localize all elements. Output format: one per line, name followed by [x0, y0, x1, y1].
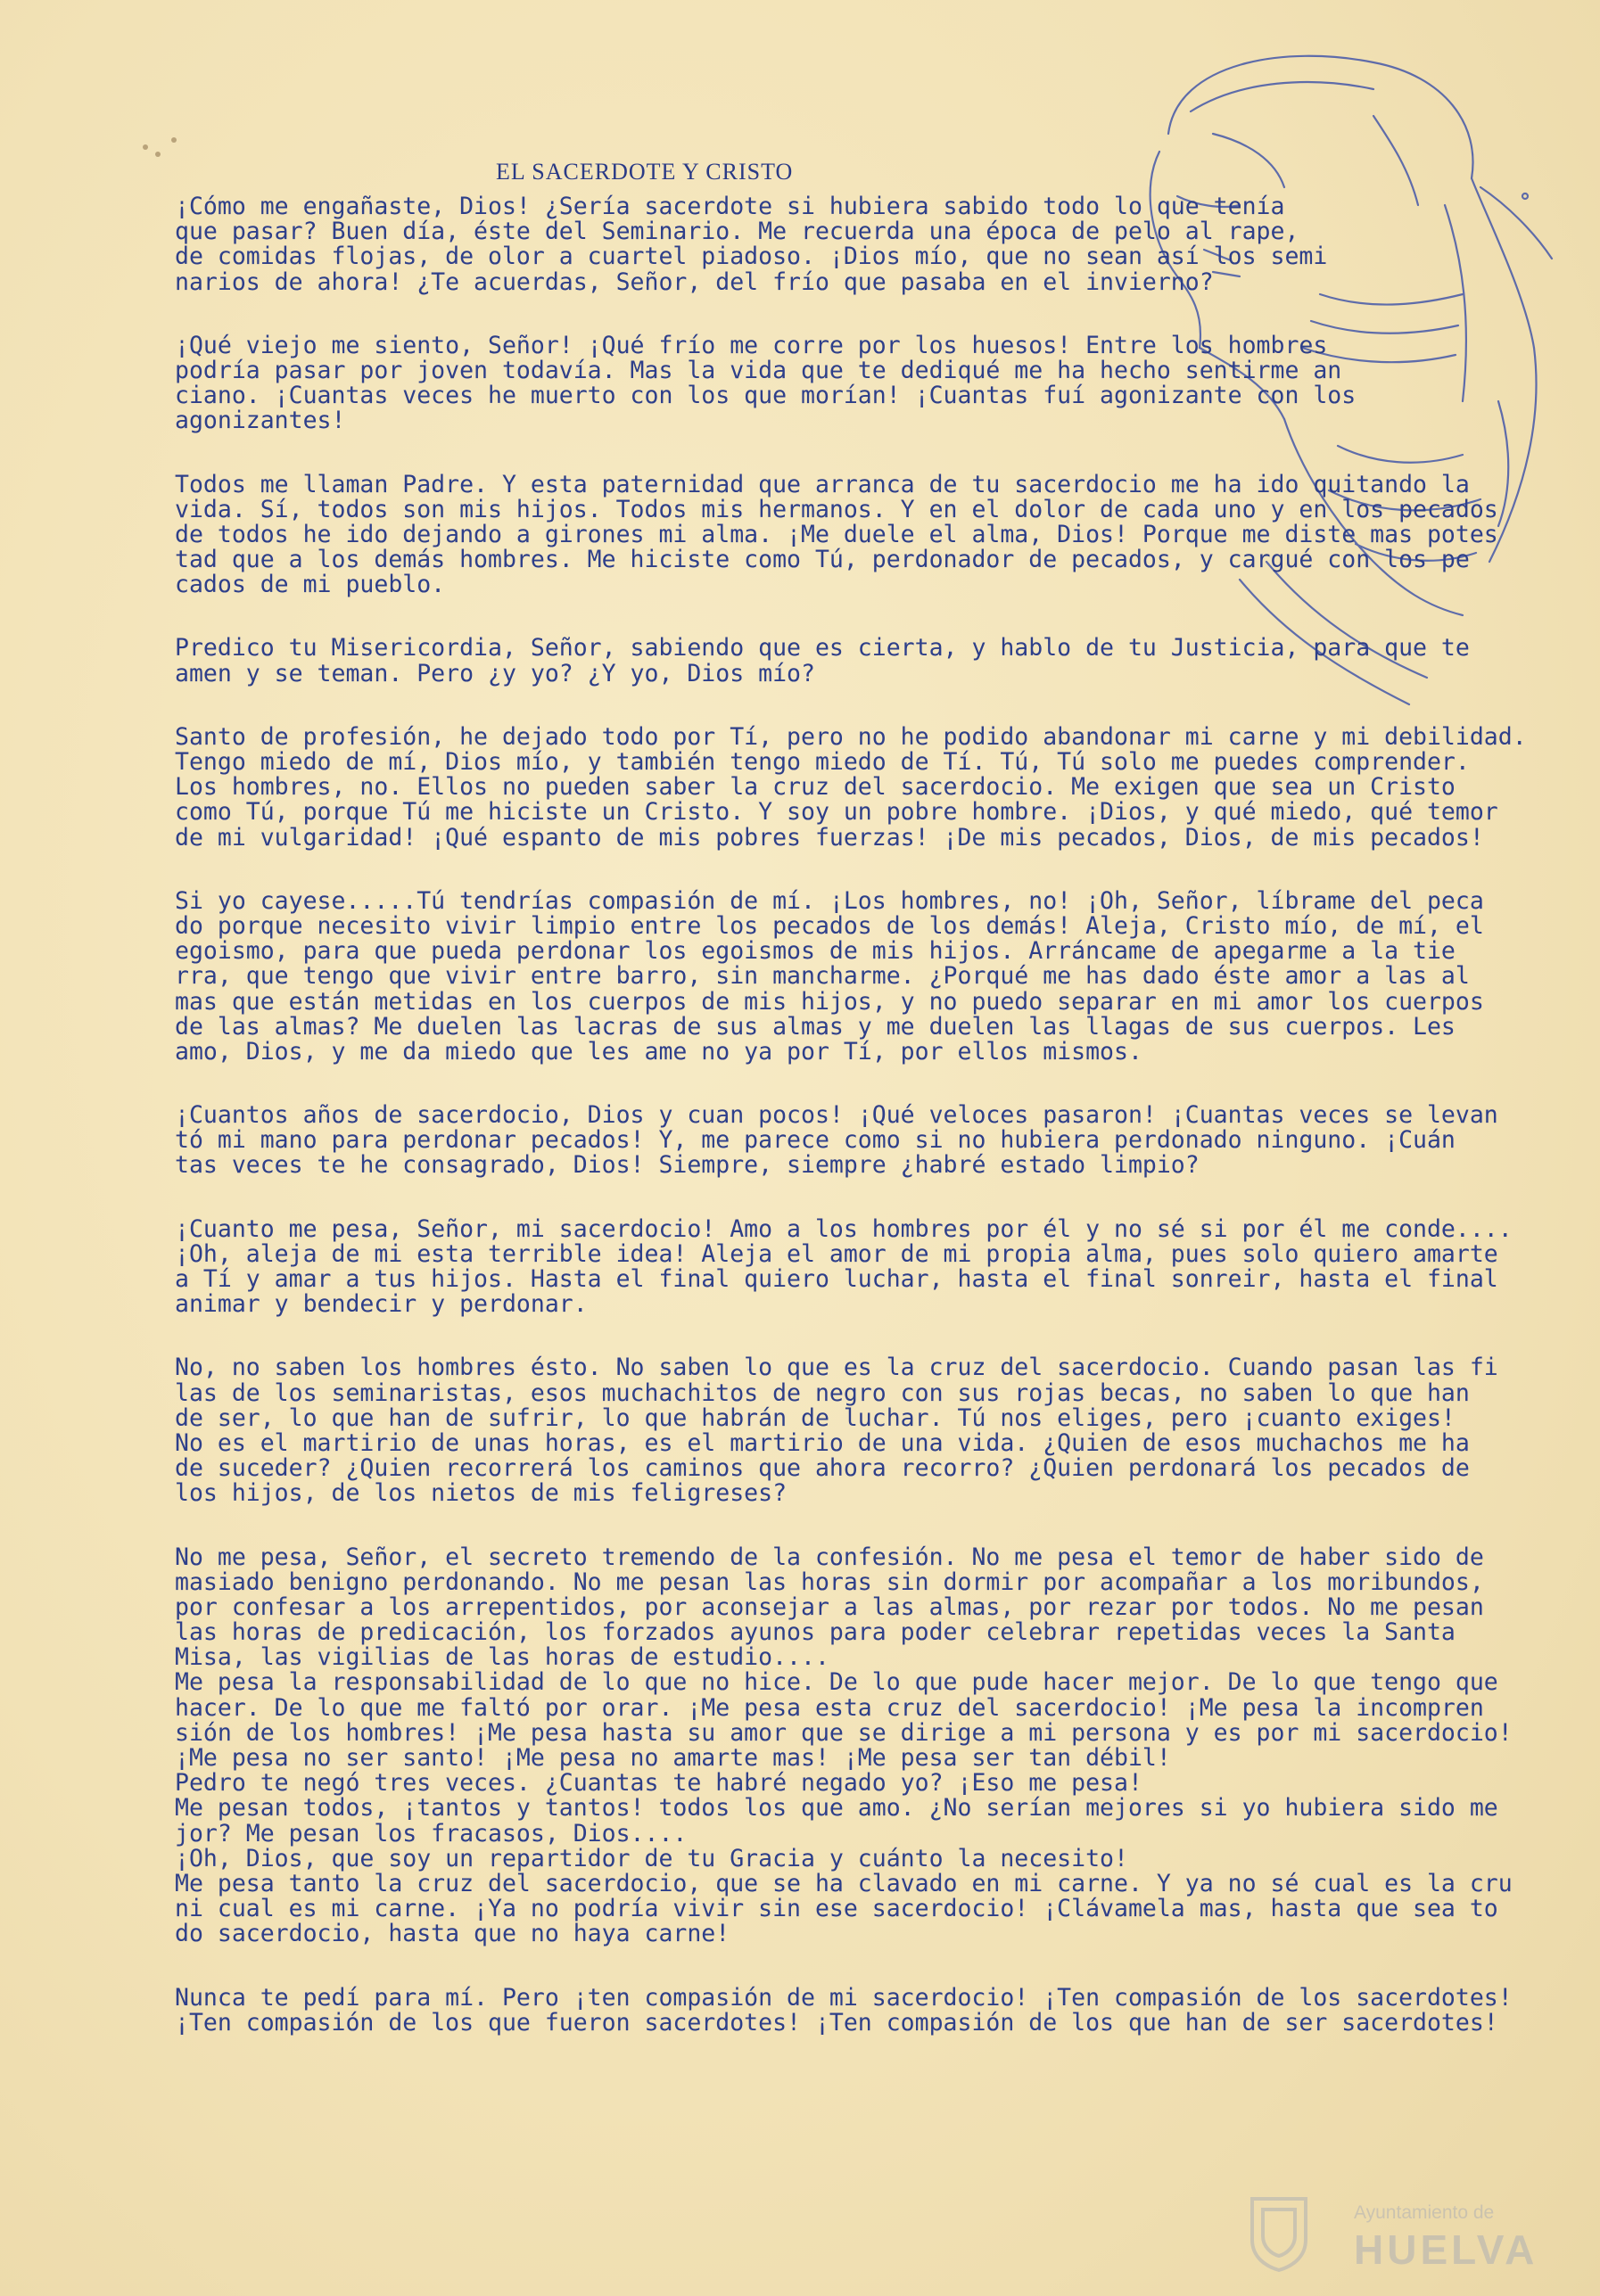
text-line: de las almas? Me duelen las lacras de sus almas y me duelen las llagas de sus cuerpos. Les	[175, 1012, 1456, 1041]
watermark-line-2: HUELVA	[1354, 2226, 1538, 2273]
text-line: como Tú, porque Tú me hiciste un Cristo. Y soy un pobre hombre. ¡Dios, y qué miedo, qué temor	[175, 798, 1498, 827]
text-line: por confesar a los arrepentidos, por aconsejar a las almas, por rezar por todos. No me pesan	[175, 1592, 1484, 1621]
paragraph	[175, 194, 1575, 295]
text-line: podría pasar por joven todavía. Mas la vida que te dediqué me ha hecho sentirme an	[175, 356, 1342, 384]
text-line: Santo de profesión, he dejado todo por Tí, pero no he podido abandonar mi carne y mi debilidad.	[175, 722, 1527, 751]
text-line: de ser, lo que han de sufrir, lo que habrán de luchar. Tú nos eliges, pero ¡cuanto exiges!	[175, 1403, 1456, 1432]
text-line: jor? Me pesan los fracasos, Dios....	[175, 1819, 688, 1847]
text-line: Los hombres, no. Ellos no pueden saber la cruz del sacerdocio. Me exigen que sea un Cristo	[175, 773, 1456, 802]
text-line: ¡Cuanto me pesa, Señor, mi sacerdocio! Amo a los hombres por él y no sé si por él me conde....	[175, 1214, 1513, 1243]
text-line: de mi vulgaridad! ¡Qué espanto de mis pobres fuerzas! ¡De mis pecados, Dios, de mis pecados!	[175, 823, 1484, 852]
text-line: agonizantes!	[175, 407, 346, 435]
text-line: cados de mi pueblo.	[175, 571, 446, 599]
text-line: ¡Ten compasión de los que fueron sacerdotes! ¡Ten compasión de los que han de ser sacerdotes!	[175, 2008, 1498, 2037]
paragraph	[175, 1103, 1575, 1179]
text-line: Me pesa tanto la cruz del sacerdocio, que se ha clavado en mi carne. Y ya no sé cual es la cru	[175, 1869, 1513, 1897]
ayuntamiento-huelva-watermark	[1249, 2193, 1543, 2274]
text-line: las de los seminaristas, esos muchachitos de negro con sus rojas becas, no saben lo que han	[175, 1378, 1470, 1407]
paragraph	[175, 886, 1575, 1066]
text-line: ¡Cuantos años de sacerdocio, Dios y cuan pocos! ¡Qué veloces pasaron! ¡Cuantas veces se levan	[175, 1101, 1498, 1130]
text-line: ciano. ¡Cuantas veces he muerto con los que morían! ¡Cuantas fuí agonizante con los	[175, 382, 1357, 410]
text-line: Misa, las vigilias de las horas de estudio....	[175, 1643, 829, 1672]
text-line: Pedro te negó tres veces. ¿Cuantas te habré negado yo? ¡Eso me pesa!	[175, 1769, 1142, 1798]
text-line: Nunca te pedí para mí. Pero ¡ten compasión de mi sacerdocio! ¡Ten compasión de los sacerdotes!	[175, 1983, 1513, 2012]
text-line: ¡Oh, Dios, que soy un repartidor de tu Gracia y cuánto la necesito!	[175, 1844, 1128, 1872]
text-line: No me pesa, Señor, el secreto tremendo de la confesión. No me pesa el temor de haber sido de	[175, 1543, 1484, 1571]
paragraph	[175, 470, 1575, 599]
text-line: No es el martirio de unas horas, es el martirio de una vida. ¿Quien de esos muchachos me ha	[175, 1428, 1470, 1457]
text-line: ¡Qué viejo me siento, Señor! ¡Qué frío me corre por los huesos! Entre los hombres	[175, 331, 1328, 359]
paragraph	[175, 1214, 1575, 1319]
text-line: que pasar? Buen día, éste del Seminario. Me recuerda una época de pelo al rape,	[175, 218, 1299, 246]
paragraph	[175, 636, 1575, 686]
watermark-line-1: Ayuntamiento de	[1354, 2202, 1495, 2223]
city-shield-icon	[1249, 2193, 1309, 2272]
text-line: rra, que tengo que vivir entre barro, sin mancharme. ¿Porqué me has dado éste amor a las al	[175, 962, 1470, 991]
text-line: ¡Cómo me engañaste, Dios! ¿Sería sacerdote si hubiera sabido todo lo que tenía	[175, 193, 1285, 220]
text-line: de todos he ido dejando a girones mi alma. ¡Me duele el alma, Dios! Porque me diste mas potes	[175, 520, 1498, 548]
text-line: tas veces te he consagrado, Dios! Siempre, siempre ¿habré estado limpio?	[175, 1151, 1200, 1180]
text-line: tó mi mano para perdonar pecados! Y, me parece como si no hubiera perdonado ninguno. ¡Cuán	[175, 1126, 1456, 1155]
text-line: los hijos, de los nietos de mis feligreses?	[175, 1479, 788, 1508]
text-line: Predico tu Misericordia, Señor, sabiendo que es cierta, y hablo de tu Justicia, para que te	[175, 634, 1470, 662]
text-line: narios de ahora! ¿Te acuerdas, Señor, del frío que pasaba en el invierno?	[175, 267, 1214, 296]
text-line: ¡Me pesa no ser santo! ¡Me pesa no amarte mas! ¡Me pesa ser tan débil!	[175, 1744, 1171, 1772]
text-line: ¡Oh, aleja de mi esta terrible idea! Aleja el amor de mi propia alma, pues solo quiero amarte	[175, 1239, 1498, 1268]
text-line: masiado benigno perdonando. No me pesan las horas sin dormir por acompañar a los moribundos,	[175, 1568, 1484, 1596]
paragraph	[175, 722, 1575, 852]
text-line: Si yo cayese.....Tú tendrías compasión de mí. ¡Los hombres, no! ¡Oh, Señor, líbrame del peca	[175, 886, 1484, 915]
paragraph	[175, 1983, 1575, 2037]
text-line: tad que a los demás hombres. Me hiciste como Tú, perdonador de pecados, y cargué con los pe	[175, 546, 1470, 574]
text-line: vida. Sí, todos son mis hijos. Todos mis hermanos. Y en el dolor de cada uno y en los pecados	[175, 495, 1498, 523]
text-line: Me pesa la responsabilidad de lo que no hice. De lo que pude hacer mejor. De lo que tengo que	[175, 1668, 1498, 1697]
text-line: de comidas flojas, de olor a cuartel piadoso. ¡Dios mío, que no sean así los semi	[175, 243, 1328, 271]
text-line: ni cual es mi carne. ¡Ya no podría vivir sin ese sacerdocio! ¡Clávamela mas, hasta que sea to	[175, 1895, 1498, 1923]
document-title: EL SACERDOTE Y CRISTO	[496, 159, 794, 185]
text-line: do sacerdocio, hasta que no haya carne!	[175, 1920, 730, 1948]
text-line: amo, Dios, y me da miedo que les ame no ya por Tí, por ellos mismos.	[175, 1037, 1142, 1066]
paragraph	[175, 1355, 1575, 1506]
text-line: do porque necesito vivir limpio entre los pecados de los demás! Aleja, Cristo mío, de mí, el	[175, 911, 1484, 940]
text-line: amen y se teman. Pero ¿y yo? ¿Y yo, Dios mío?	[175, 659, 815, 687]
text-line: Tengo miedo de mí, Dios mío, y también tengo miedo de Tí. Tú, Tú solo me puedes comprender.	[175, 748, 1470, 776]
text-line: Me pesan todos, ¡tantos y tantos! todos los que amo. ¿No serían mejores si yo hubiera sido me	[175, 1794, 1498, 1823]
text-line: egoismo, para que pueda perdonar los egoismos de mis hijos. Arráncame de apegarme a la tie	[175, 937, 1456, 966]
text-line: sión de los hombres! ¡Me pesa hasta su amor que se dirige a mi persona y es por mi sacerdocio!	[175, 1718, 1513, 1747]
text-line: animar y bendecir y perdonar.	[175, 1290, 588, 1319]
document-body	[175, 194, 1575, 2074]
text-line: hacer. De lo que me faltó por orar. ¡Me pesa esta cruz del sacerdocio! ¡Me pesa la incompren	[175, 1693, 1484, 1722]
text-line: Todos me llaman Padre. Y esta paternidad que arranca de tu sacerdocio me ha ido quitando la	[175, 470, 1470, 498]
text-line: a Tí y amar a tus hijos. Hasta el final quiero luchar, hasta el final sonreir, hasta el final	[175, 1265, 1498, 1293]
text-line: las horas de predicación, los forzados ayunos para poder celebrar repetidas veces la Santa	[175, 1618, 1456, 1647]
paragraph	[175, 1545, 1575, 1947]
text-line: No, no saben los hombres ésto. No saben lo que es la cruz del sacerdocio. Cuando pasan las fi	[175, 1354, 1498, 1382]
text-line: mas que están metidas en los cuerpos de mis hijos, y no puedo separar en mi amor los cuerpos	[175, 987, 1484, 1016]
paragraph	[175, 333, 1575, 434]
text-line: de suceder? ¿Quien recorrerá los caminos que ahora recorro? ¿Quien perdonará los pecados de	[175, 1454, 1470, 1483]
